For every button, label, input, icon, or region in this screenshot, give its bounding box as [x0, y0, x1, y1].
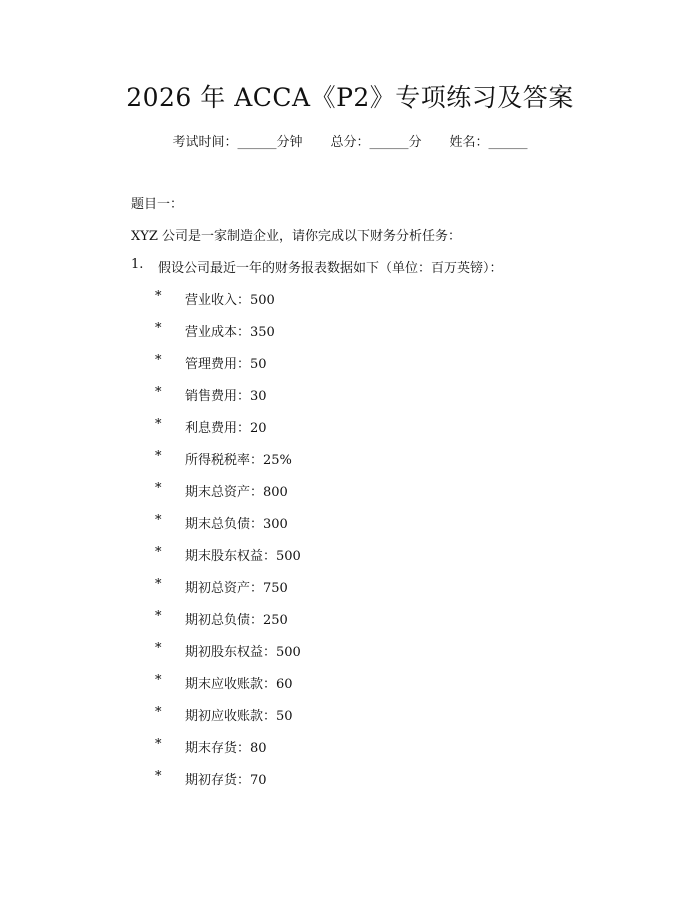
bullet-marker: *: [155, 577, 162, 592]
list-item-text: 期初应收账款：50: [185, 709, 293, 724]
question-number: 1.: [131, 257, 144, 272]
list-item-text: 期末存货：80: [185, 741, 267, 756]
list-item-text: 营业成本：350: [185, 325, 275, 340]
list-item: [155, 385, 301, 417]
list-item: [155, 321, 301, 353]
bullet-marker: *: [155, 289, 162, 304]
question-1: [131, 257, 503, 276]
list-item-text: 管理费用：50: [185, 357, 267, 372]
bullet-marker: *: [155, 705, 162, 720]
bullet-marker: *: [155, 673, 162, 688]
list-item: [155, 577, 301, 609]
list-item-text: 营业收入：500: [185, 293, 275, 308]
bullet-marker: *: [155, 769, 162, 784]
bullet-marker: *: [155, 737, 162, 752]
bullet-marker: *: [155, 513, 162, 528]
list-item: [155, 417, 301, 449]
bullet-marker: *: [155, 481, 162, 496]
question-text: 假设公司最近一年的财务报表数据如下（单位：百万英镑）：: [158, 261, 503, 276]
list-item: [155, 513, 301, 545]
exam-time-field: 考试时间：______分钟: [172, 135, 303, 150]
list-item-text: 期末应收账款：60: [185, 677, 293, 692]
list-item: [155, 481, 301, 513]
list-item-text: 期初总资产：750: [185, 581, 288, 596]
list-item: [155, 705, 301, 737]
list-item-text: 期末总资产：800: [185, 485, 288, 500]
list-item-text: 所得税税率：25%: [185, 453, 292, 468]
list-item-text: 期末股东权益：500: [185, 549, 301, 564]
bullet-marker: *: [155, 641, 162, 656]
bullet-marker: *: [155, 321, 162, 336]
list-item-text: 利息费用：20: [185, 421, 267, 436]
list-item-text: 销售费用：30: [185, 389, 267, 404]
bullet-marker: *: [155, 417, 162, 432]
list-item-text: 期末总负债：300: [185, 517, 288, 532]
list-item: [155, 545, 301, 577]
list-item: [155, 737, 301, 769]
bullet-marker: *: [155, 545, 162, 560]
list-item-text: 期初股东权益：500: [185, 645, 301, 660]
document-title: 2026 年 ACCA《P2》专项练习及答案: [126, 83, 574, 112]
section-heading: 题目一：: [131, 197, 184, 212]
bullet-marker: *: [155, 449, 162, 464]
financial-data-list: [155, 289, 301, 801]
bullet-marker: *: [155, 385, 162, 400]
list-item: [155, 673, 301, 705]
list-item: [155, 289, 301, 321]
bullet-marker: *: [155, 353, 162, 368]
student-name-field: 姓名：______: [449, 135, 528, 150]
list-item: [155, 641, 301, 673]
list-item-text: 期初总负债：250: [185, 613, 288, 628]
intro-text: XYZ 公司是一家制造企业，请你完成以下财务分析任务：: [131, 229, 462, 244]
bullet-marker: *: [155, 609, 162, 624]
list-item: [155, 449, 301, 481]
list-item: [155, 353, 301, 385]
list-item: [155, 609, 301, 641]
exam-info-row: [0, 131, 700, 150]
total-score-field: 总分：______分: [330, 135, 422, 150]
list-item-text: 期初存货：70: [185, 773, 267, 788]
list-item: [155, 769, 301, 801]
